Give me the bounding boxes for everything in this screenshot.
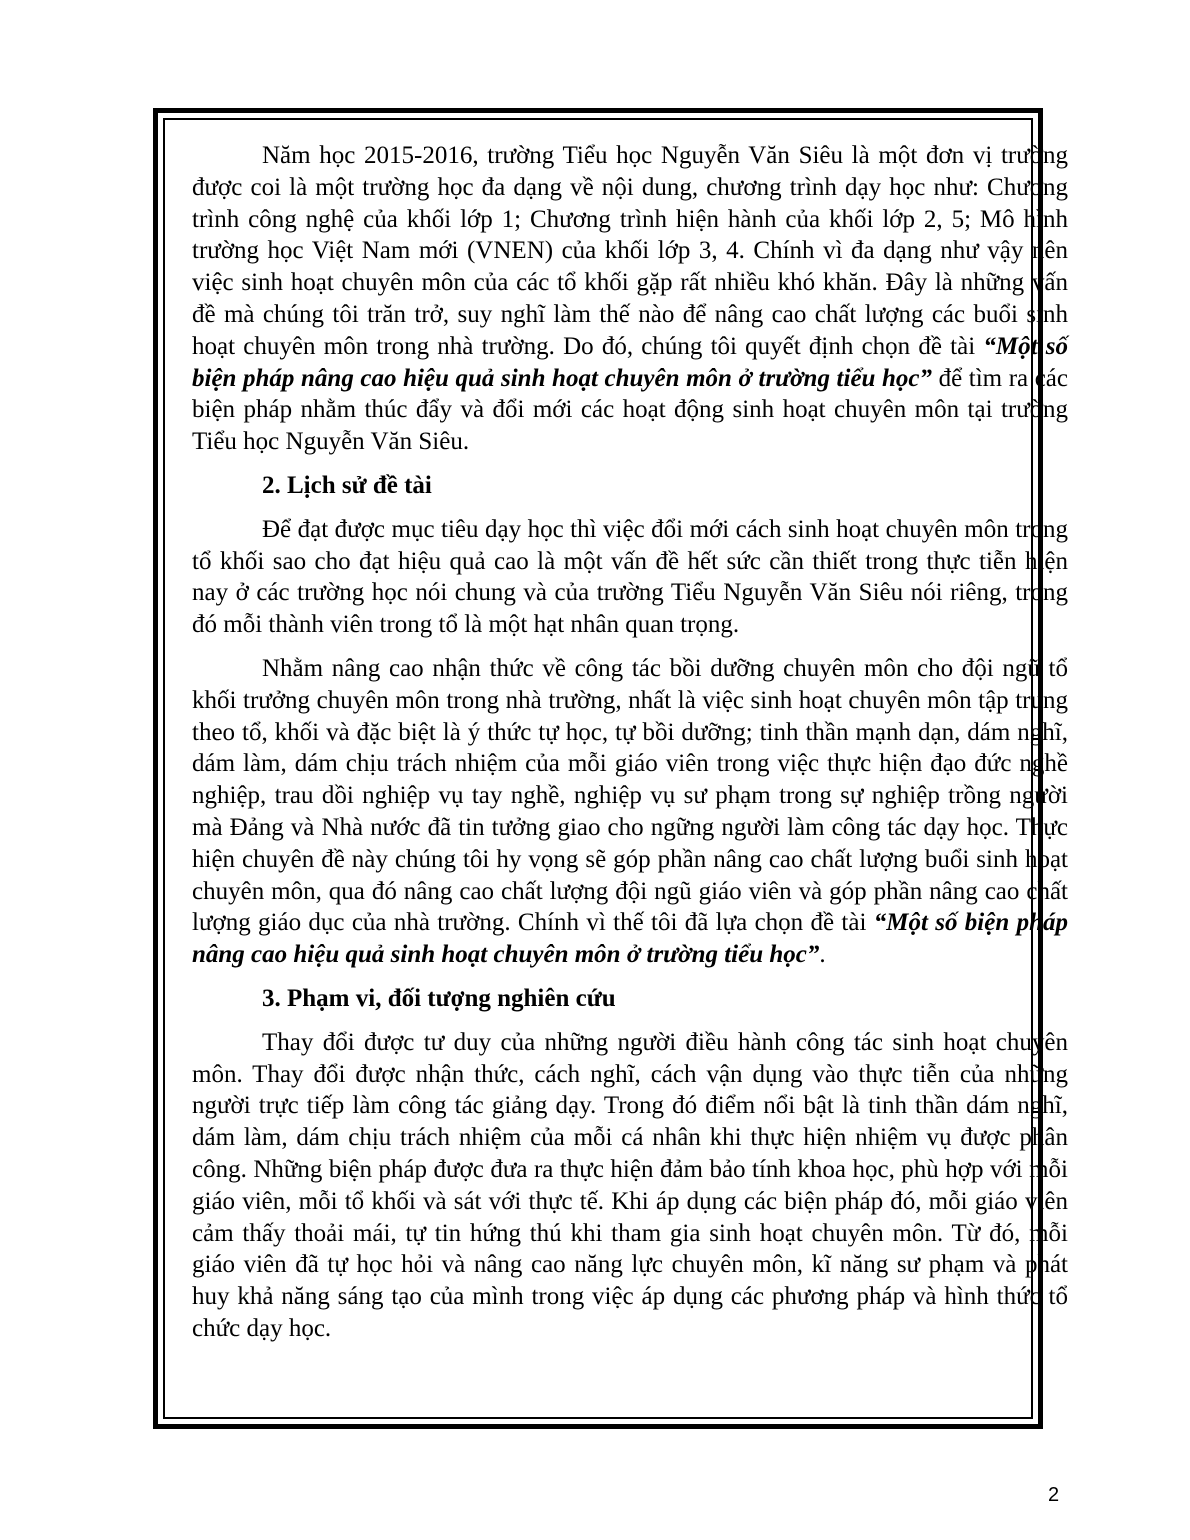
page-number: 2: [1048, 1484, 1060, 1506]
section-2-paragraph-1: Để đạt được mục tiêu dạy học thì việc đổi mới cách sinh hoạt chuyên môn trong tổ khối sao cho đạt hiệu quả cao là một vấn đề hết sức cần thiết trong thực tiễn hiện nay ở các trường học nói chung và của trường Tiểu Nguyễn Văn Siêu nói riêng, trong đó mỗi thành viên trong tổ là một hạt nhân quan trọng.: [192, 515, 1068, 639]
intro-paragraph: [192, 140, 1068, 458]
intro-text-2: để tìm ra các biện pháp nhằm thúc đẩy và đổi mới các hoạt động sinh hoạt chuyên môn tại trường Tiểu học Nguyễn Văn Siêu.: [192, 364, 1068, 456]
section-2-paragraph-2: [192, 653, 1068, 971]
section-2-text: Nhằm nâng cao nhận thức về công tác bồi dưỡng chuyên môn cho đội ngũ tổ khối trưởng chuyên môn trong nhà trường, nhất là việc sinh hoạt chuyên môn tập trung theo tổ, khối và đặc biệt là ý thức tự học, tự bồi dưỡng; tinh thần mạnh dạn, dám nghĩ, dám làm, dám chịu trách nhiệm của mỗi giáo viên trong việc thực hiện đạo đức nghề nghiệp, trau dồi nghiệp vụ tay nghề, nghiệp vụ sư phạm trong sự nghiệp trồng người mà Đảng và Nhà nước đã tin tưởng giao cho ngững người làm công tác dạy học. Thực hiện chuyên đề này chúng tôi hy vọng sẽ góp phần nâng cao chất lượng buổi sinh hoạt chuyên môn, qua đó nâng cao chất lượng đội ngũ giáo viên và góp phần nâng cao chất lượng giáo dục của nhà trường. Chính vì thế tôi đã lựa chọn đề tài: [192, 654, 1068, 937]
section-2-title-emphasis: “Một số biện pháp nâng cao hiệu quả sinh hoạt chuyên môn ở trường tiểu học”: [192, 909, 1068, 969]
section-3-heading: 3. Phạm vi, đối tượng nghiên cứu: [262, 984, 616, 1012]
topic-title-emphasis: “Một số biện pháp nâng cao hiệu quả sinh hoạt chuyên môn ở trường tiểu học”: [192, 332, 1068, 392]
section-2-text-end: .: [819, 941, 826, 969]
document-body: [192, 140, 1068, 1345]
section-2-heading: 2. Lịch sử đề tài: [262, 471, 432, 499]
section-3-paragraph-1: Thay đổi được tư duy của những người điều hành công tác sinh hoạt chuyên môn. Thay đổi được nhận thức, cách nghĩ, cách vận dụng vào thực tiễn của những người trực tiếp làm công tác giảng dạy. Trong đó điểm nổi bật là tinh thần dám nghĩ, dám làm, dám chịu trách nhiệm của mỗi cá nhân khi thực hiện nhiệm vụ được phân công. Những biện pháp được đưa ra thực hiện đảm bảo tính khoa học, phù hợp với mỗi giáo viên, mỗi tổ khối và sát với thực tế. Khi áp dụng các biện pháp đó, mỗi giáo viên cảm thấy thoải mái, tự tin hứng thú khi tham gia sinh hoạt chuyên môn. Từ đó, mỗi giáo viên đã tự học hỏi và nâng cao năng lực chuyên môn, kĩ năng sư phạm và phát huy khả năng sáng tạo của mình trong việc áp dụng các phương pháp và hình thức tổ chức dạy học.: [192, 1028, 1068, 1342]
intro-text-1: Năm học 2015-2016, trường Tiểu học Nguyễn Văn Siêu là một đơn vị trường được coi là một trường học đa dạng về nội dung, chương trình dạy học như: Chương trình công nghệ của khối lớp 1; Chương trình hiện hành của khối lớp 2, 5; Mô hình trường học Việt Nam mới (VNEN) của khối lớp 3, 4. Chính vì đa dạng như vậy nên việc sinh hoạt chuyên môn của các tổ khối gặp rất nhiều khó khăn. Đây là những vấn đề mà chúng tôi trăn trở, suy nghĩ làm thế nào để nâng cao chất lượng các buổi sinh hoạt chuyên môn trong nhà trường. Do đó, chúng tôi quyết định chọn đề tài: [192, 142, 1068, 360]
